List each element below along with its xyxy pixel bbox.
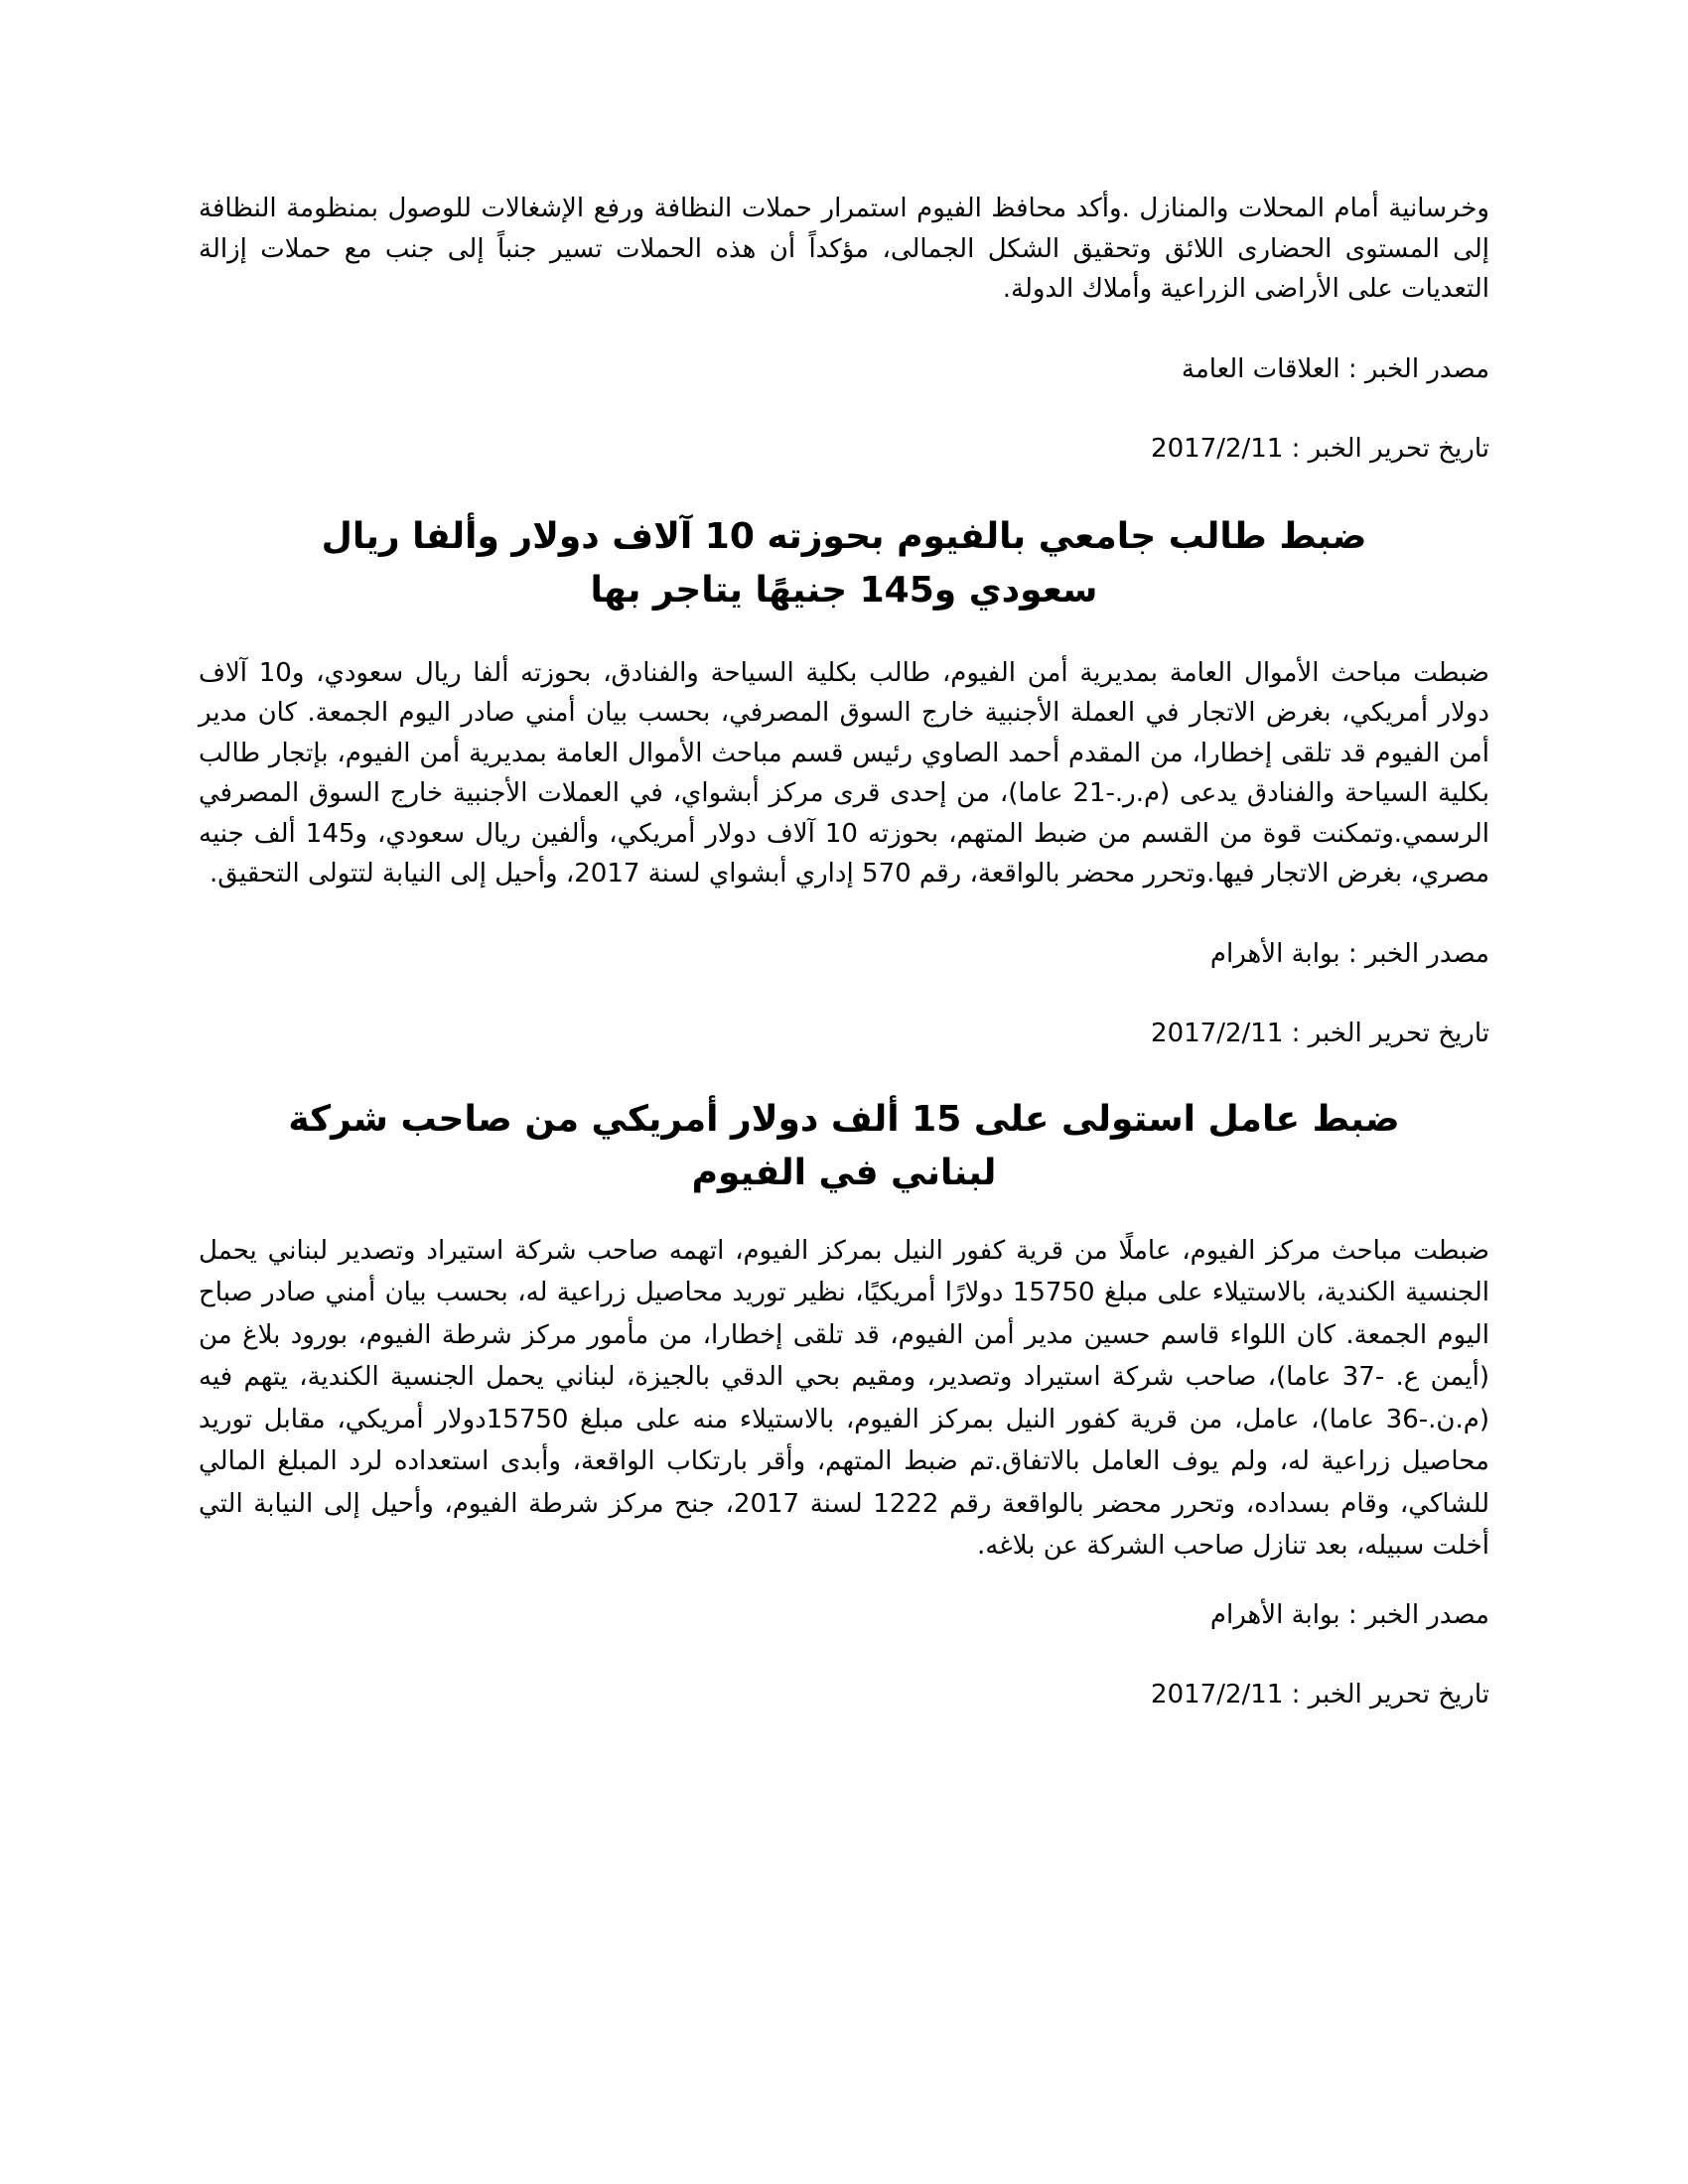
intro-date: 2017/2/11 <box>1151 433 1284 464</box>
article1-date: 2017/2/11 <box>1151 1018 1284 1048</box>
article2-date-line <box>199 1675 1489 1714</box>
article1-date-label: تاريخ تحرير الخبر : <box>1291 1018 1489 1048</box>
article2-date: 2017/2/11 <box>1151 1679 1284 1709</box>
intro-source: مصدر الخبر : العلاقات العامة <box>1181 353 1489 384</box>
article1-date-line <box>199 1014 1489 1053</box>
article2-body: ضبطت مباحث مركز الفيوم، عاملًا من قرية كفور النيل بمركز الفيوم، اتهمه صاحب شركة استيراد وتصدير لبناني يحمل الجنسية الكندية، بالاستيلاء على مبلغ 15750 دولارًا أمريكيًا، نظير توريد محاصيل زراعية له، بحسب بيان أمني صادر صباح اليوم الجمعة. كان اللواء قاسم حسين مدير أمن الفيوم، قد تلقى إخطارا، من مأمور مركز شرطة الفيوم، بورود بلاغ من (أيمن ع. -37 عاما)، صاحب شركة استيراد وتصدير، ومقيم بحي الدقي بالجيزة، لبناني يحمل الجنسية الكندية، يتهم فيه (م.ن.-36 عاما)، عامل، من قرية كفور النيل بمركز الفيوم، بالاستيلاء منه على مبلغ 15750دولار أمريكي، مقابل توريد محاصيل زراعية له، ولم يوف العامل بالاتفاق.تم ضبط المتهم، وأقر بارتكاب الواقعة، وأبدى استعداده لرد المبلغ المالي للشاكي، وقام بسداده، وتحرر محضر بالواقعة رقم 1222 لسنة 2017، جنح مركز شرطة الفيوم، وأحيل إلى النيابة التي أخلت سبيله، بعد تنازل صاحب الشركة عن بلاغه. <box>199 1235 1490 1561</box>
article1-body: ضبطت مباحث الأموال العامة بمديرية أمن الفيوم، طالب بكلية السياحة والفنادق، بحوزته ألفا ريال سعودي، و10 آلاف دولار أمريكي، بغرض الاتجار في العملة الأجنبية خارج السوق المصرفي، بحسب بيان أمني صادر اليوم الجمعة. كان مدير أمن الفيوم قد تلقى إخطارا، من المقدم أحمد الصاوي رئيس قسم مباحث الأموال العامة بمديرية أمن الفيوم، بإتجار طالب بكلية السياحة والفنادق يدعى (م.ر.-21 عاما)، من إحدى قرى مركز أبشواي، في العملات الأجنبية خارج السوق المصرفي الرسمي.وتمكنت قوة من القسم من ضبط المتهم، بحوزته 10 آلاف دولار أمريكي، وألفين ريال سعودي، و145 ألف جنيه مصري، بغرض الاتجار فيها.وتحرر محضر بالواقعة، رقم 570 إداري أبشواي لسنة 2017، وأحيل إلى النيابة لتتولى التحقيق. <box>199 657 1490 888</box>
intro-date-label: تاريخ تحرير الخبر : <box>1291 433 1489 464</box>
intro-paragraph: وخرسانية أمام المحلات والمنازل .وأكد محافظ الفيوم استمرار حملات النظافة ورفع الإشغالات للوصول بمنظومة النظافة إلى المستوى الحضارى اللائق وتحقيق الشكل الجمالى، مؤكداً أن هذه الحملات تسير جنباً إلى جنب مع حملات إزالة التعديات على الأراضى الزراعية وأملاك الدولة. <box>199 194 1489 304</box>
article2-headline: ضبط عامل استولى على 15 ألف دولار أمريكي من صاحب شركة لبناني في الفيوم <box>288 1098 1400 1193</box>
article2-source: مصدر الخبر : بوابة الأهرام <box>1209 1599 1489 1630</box>
article1-source: مصدر الخبر : بوابة الأهرام <box>1209 938 1489 969</box>
article1-headline: ضبط طالب جامعي بالفيوم بحوزته 10 آلاف دولار وألفا ريال سعودي و145 جنيهًا يتاجر بها <box>321 515 1367 611</box>
article2-date-label: تاريخ تحرير الخبر : <box>1291 1679 1489 1709</box>
intro-date-line <box>199 429 1489 469</box>
document-page <box>199 189 1489 1714</box>
